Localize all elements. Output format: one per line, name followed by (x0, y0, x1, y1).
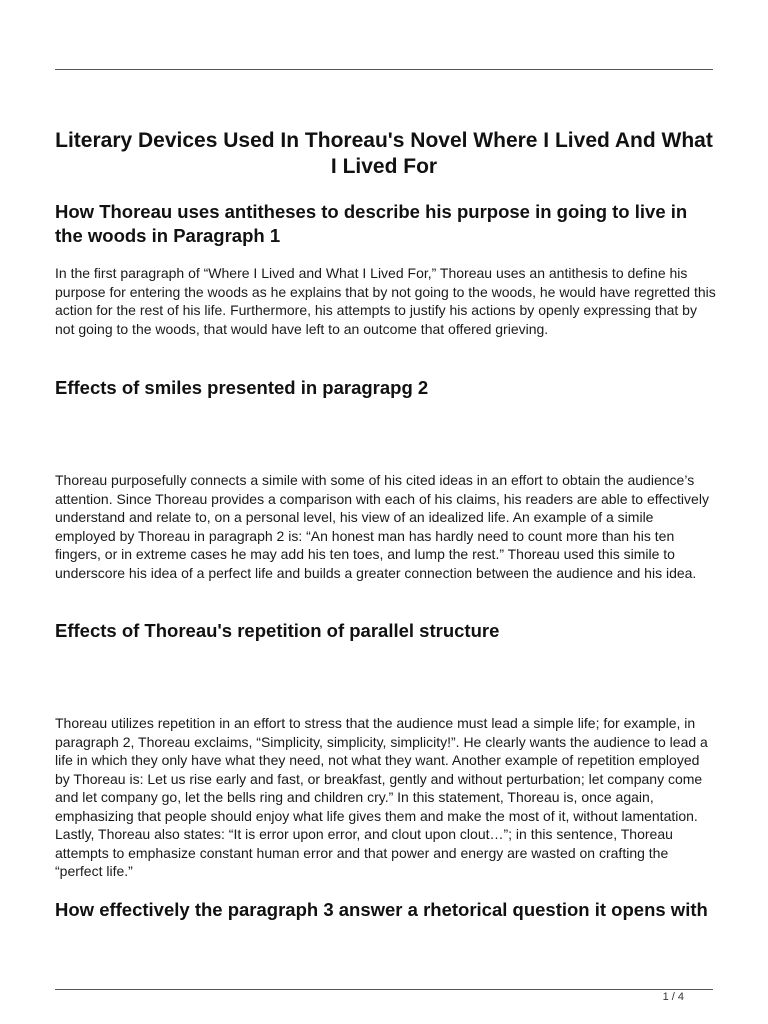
section-body-similes: Thoreau purposefully connects a simile with some of his cited ideas in an effort to obtain the audience’s attention. Since Thoreau provides a comparison with each of his claims, his readers are able to effectively understand and relate to, on a personal level, his view of an idealized life. An example of a simile employed by Thoreau in paragraph 2 is: “An honest man has hardly need to count more than his ten fingers, or in extreme cases he may add his ten toes, and lump the rest.” Thoreau used this simile to underscore his idea of a perfect life and builds a greater connection between the audience and his idea. (55, 472, 709, 581)
footer-rule (55, 989, 713, 990)
document-title: Literary Devices Used In Thoreau's Novel Where I Lived And What I Lived For (55, 129, 713, 178)
section-body-antitheses: In the first paragraph of “Where I Lived and What I Lived For,” Thoreau uses an antithesis to define his purpose for entering the woods as he explains that by not going to the woods, he would have regretted this action for the rest of his life. Furthermore, his attempts to justify his actions by openly expressing that by not going to the woods, that would have left to an outcome that offered grieving. (55, 265, 716, 337)
section-body-repetition: Thoreau utilizes repetition in an effort to stress that the audience must lead a simple life; for example, in paragraph 2, Thoreau exclaims, “Simplicity, simplicity, simplicity!”. He clearly wants the audience to lead a life in which they only have what they need, not what they want. Another example of repetition employed by Thoreau is: Let us rise early and fast, or breakfast, gently and without perturbation; let company come and let company go, let the bells ring and children cry.” In this statement, Thoreau is, once again, emphasizing that people should enjoy what life gives them and make the most of it, without lamentation. Lastly, Thoreau also states: “It is error upon error, and clout upon clout…”; in this sentence, Thoreau attempts to emphasize constant human error and that power and energy are wasted on crafting the “perfect life.” (55, 715, 708, 879)
section-heading-rhetorical-question: How effectively the paragraph 3 answer a rhetorical question it opens with (55, 899, 708, 920)
section-heading-similes: Effects of smiles presented in paragrapg 2 (55, 377, 429, 398)
section-heading-antitheses: How Thoreau uses antitheses to describe his purpose in going to live in the woods in Paragraph 1 (55, 201, 688, 246)
section-heading-repetition: Effects of Thoreau's repetition of parallel structure (55, 620, 500, 641)
header-rule (55, 69, 713, 70)
page-indicator: 1 / 4 (662, 991, 684, 1003)
